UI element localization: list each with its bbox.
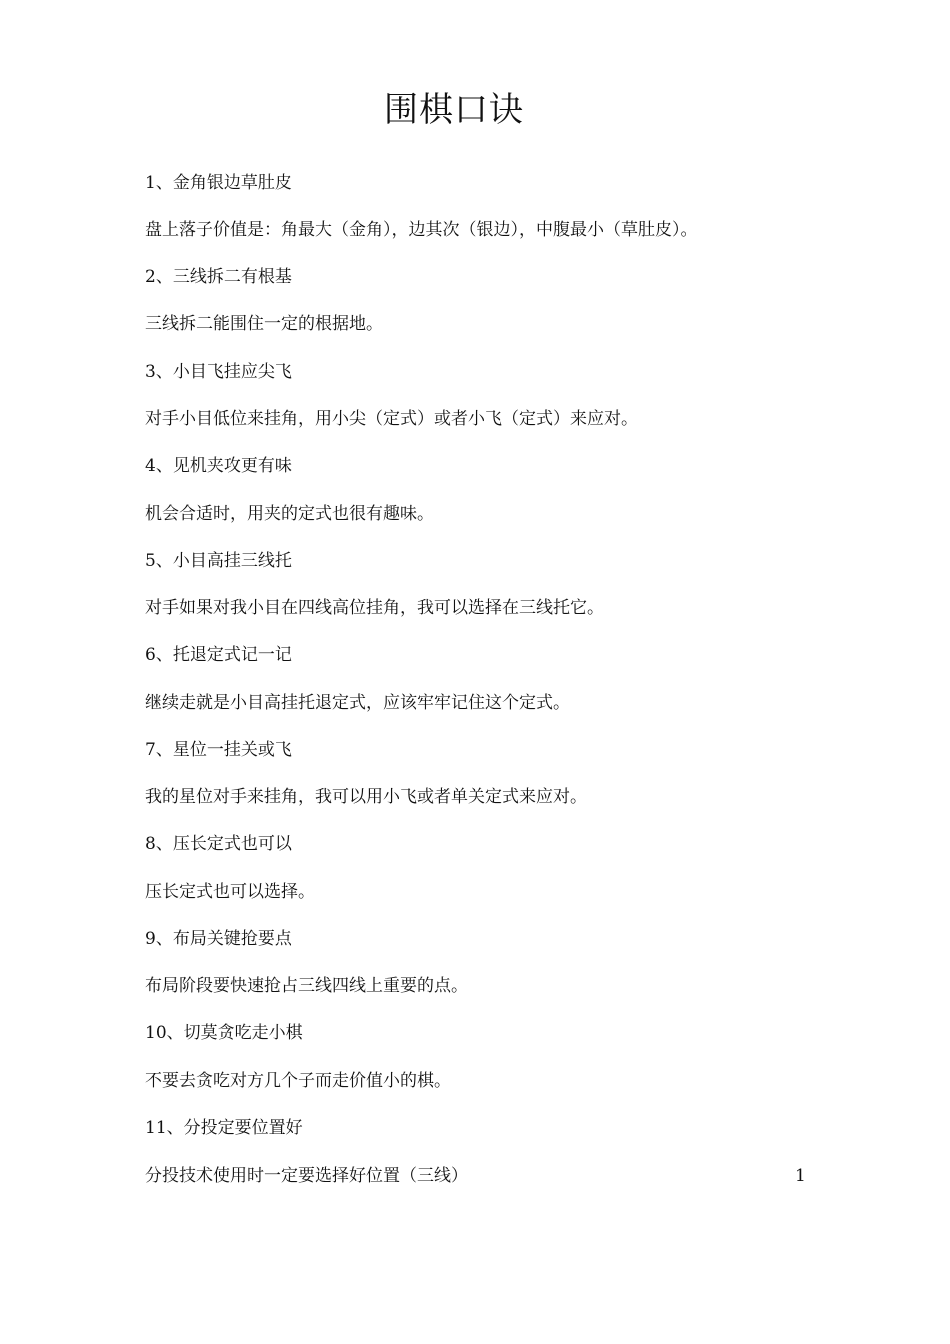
item-body-3: 对手小目低位来挂角，用小尖（定式）或者小飞（定式）来应对。 [145, 409, 638, 429]
item-heading-1: 1、金角银边草肚皮 [145, 173, 292, 193]
item-heading-3: 3、小目飞挂应尖飞 [145, 362, 292, 382]
item-body-1: 盘上落子价值是：角最大（金角），边其次（银边），中腹最小（草肚皮）。 [145, 220, 698, 240]
item-heading-11: 11、分投定要位置好 [145, 1118, 303, 1138]
page-number: 1 [795, 1166, 806, 1186]
item-body-2: 三线拆二能围住一定的根据地。 [145, 314, 383, 334]
item-heading-8: 8、压长定式也可以 [145, 834, 292, 854]
item-heading-7: 7、星位一挂关或飞 [145, 740, 292, 760]
item-heading-4: 4、见机夹攻更有味 [145, 456, 292, 476]
item-heading-9: 9、布局关键抢要点 [145, 929, 292, 949]
item-body-11: 分投技术使用时一定要选择好位置（三线） [145, 1166, 468, 1186]
item-body-4: 机会合适时，用夹的定式也很有趣味。 [145, 504, 434, 524]
item-body-5: 对手如果对我小目在四线高位挂角，我可以选择在三线托它。 [145, 598, 604, 618]
item-heading-6: 6、托退定式记一记 [145, 645, 292, 665]
item-heading-10: 10、切莫贪吃走小棋 [145, 1023, 303, 1043]
item-body-6: 继续走就是小目高挂托退定式，应该牢牢记住这个定式。 [145, 693, 570, 713]
item-body-8: 压长定式也可以选择。 [145, 882, 315, 902]
page-title: 围棋口诀 [384, 90, 524, 130]
item-body-7: 我的星位对手来挂角，我可以用小飞或者单关定式来应对。 [145, 787, 587, 807]
item-heading-2: 2、三线拆二有根基 [145, 267, 292, 287]
item-body-10: 不要去贪吃对方几个子而走价值小的棋。 [145, 1071, 451, 1091]
item-heading-5: 5、小目高挂三线托 [145, 551, 292, 571]
item-body-9: 布局阶段要快速抢占三线四线上重要的点。 [145, 976, 468, 996]
